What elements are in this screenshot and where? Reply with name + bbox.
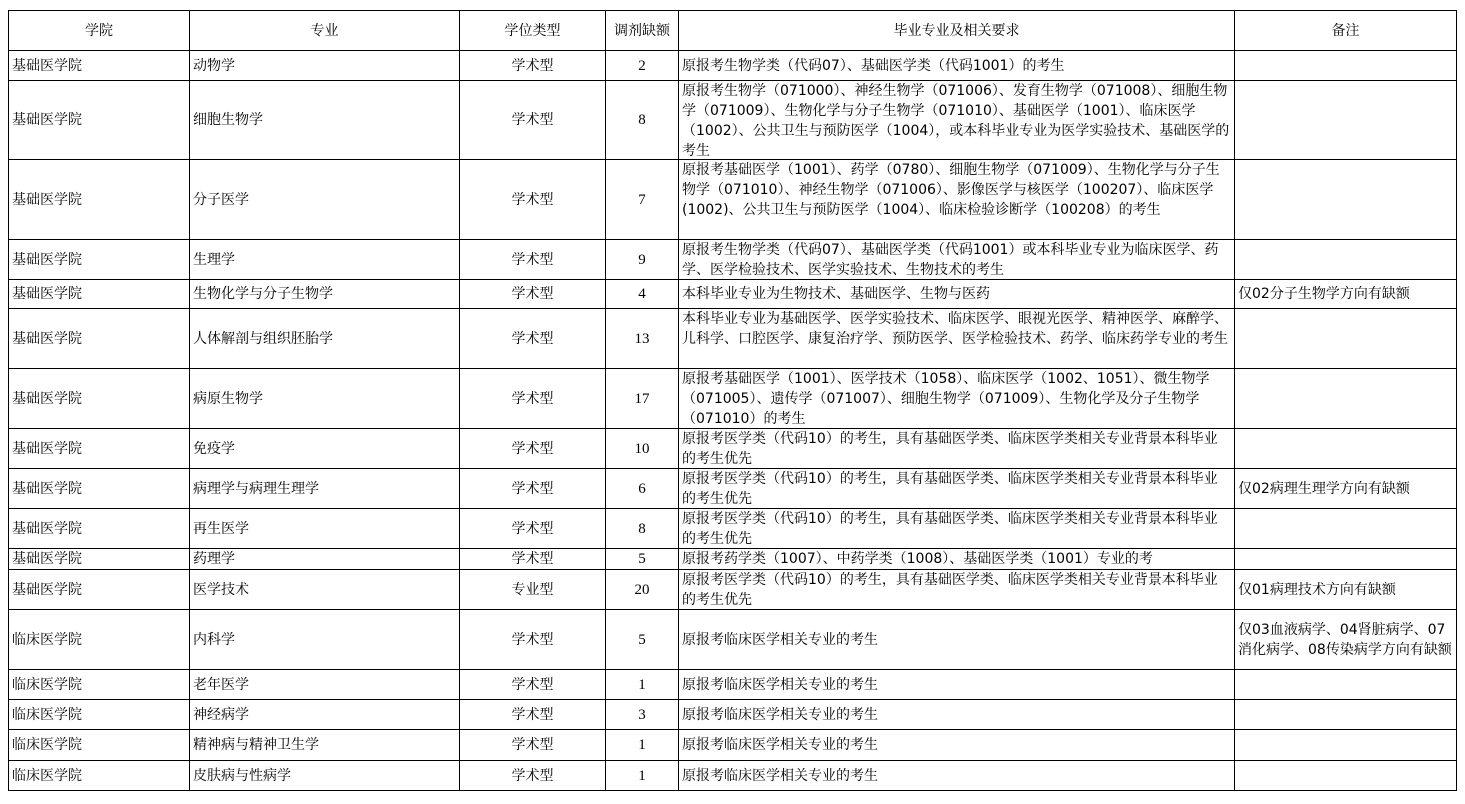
- degree-type-cell: 学术型: [460, 670, 606, 700]
- college-cell: 基础医学院: [9, 309, 190, 369]
- requirements-cell: [679, 369, 1235, 429]
- requirements-cell: [679, 549, 1235, 570]
- vacancy-cell: 2: [606, 51, 679, 81]
- requirements-text: 原报考临床医学相关专业的考生: [682, 737, 878, 753]
- requirements-text: 原报考医学类（代码10）的考生，具有基础医学类、临床医学类相关专业背景本科毕业的考生优先: [682, 471, 1218, 507]
- college-cell: 基础医学院: [9, 509, 190, 549]
- requirements-cell: [679, 51, 1235, 81]
- requirements-text: 本科毕业专业为基础医学、医学实验技术、临床医学、眼视光医学、精神医学、麻醉学、儿科学、口腔医学、康复治疗学、预防医学、医学检验技术、药学、临床药学专业的考生: [682, 311, 1228, 347]
- header-requirements: 毕业专业及相关要求: [679, 11, 1235, 51]
- table-row: [9, 469, 1457, 509]
- table-row: [9, 509, 1457, 549]
- vacancy-cell: 5: [606, 549, 679, 570]
- college-cell: 基础医学院: [9, 81, 190, 160]
- major-cell: 人体解剖与组织胚胎学: [190, 309, 460, 369]
- header-college: 学院: [9, 11, 190, 51]
- requirements-cell: [679, 469, 1235, 509]
- college-cell: 临床医学院: [9, 761, 190, 791]
- requirements-text: 原报考临床医学相关专业的考生: [682, 676, 878, 693]
- vacancy-cell: 5: [606, 610, 679, 670]
- table-row: [9, 549, 1457, 570]
- header-vacancy: 调剂缺额: [606, 11, 679, 51]
- table-row: [9, 429, 1457, 469]
- table-row: [9, 700, 1457, 730]
- vacancy-cell: 20: [606, 570, 679, 610]
- table-row: [9, 309, 1457, 369]
- vacancy-cell: 8: [606, 81, 679, 160]
- degree-type-cell: 学术型: [460, 549, 606, 570]
- degree-type-cell: 学术型: [460, 160, 606, 240]
- degree-type-cell: 学术型: [460, 240, 606, 280]
- requirements-text: 原报考基础医学（1001）、医学技术（1058）、临床医学（1002、1051）、微生物学（071005）、遗传学（071007）、细胞生物学（071009）、生物化学及分子生物学（071010）的考生: [682, 371, 1210, 427]
- requirements-cell: [679, 700, 1235, 730]
- major-cell: 老年医学: [190, 670, 460, 700]
- requirements-cell: [679, 81, 1235, 160]
- degree-type-cell: 学术型: [460, 730, 606, 761]
- degree-type-cell: 学术型: [460, 280, 606, 309]
- college-cell: 临床医学院: [9, 730, 190, 761]
- table-body: [9, 51, 1457, 791]
- requirements-text: 原报考生物学（071000）、神经生物学（071006）、发育生物学（071008）、细胞生物学（071009）、生物化学与分子生物学（071010）、基础医学（1001）、临床医学（1002）、公共卫生与预防医学（1004），或本科毕业专业为医学实验技术、基础医学的考生: [682, 83, 1230, 159]
- degree-type-cell: 学术型: [460, 761, 606, 791]
- notes-cell: [1235, 280, 1457, 309]
- requirements-cell: [679, 670, 1235, 700]
- major-cell: 内科学: [190, 610, 460, 670]
- degree-type-cell: 学术型: [460, 309, 606, 369]
- college-cell: 基础医学院: [9, 240, 190, 280]
- notes-cell: [1235, 610, 1457, 670]
- degree-type-cell: 学术型: [460, 469, 606, 509]
- table-row: [9, 160, 1457, 240]
- adjustment-vacancy-table: [8, 10, 1457, 791]
- major-cell: 神经病学: [190, 700, 460, 730]
- vacancy-cell: 7: [606, 160, 679, 240]
- major-cell: 医学技术: [190, 570, 460, 610]
- college-cell: 临床医学院: [9, 700, 190, 730]
- vacancy-cell: 6: [606, 469, 679, 509]
- requirements-text: 原报考医学类（代码10）的考生，具有基础医学类、临床医学类相关专业背景本科毕业的考生优先: [682, 431, 1218, 467]
- requirements-cell: [679, 610, 1235, 670]
- notes-cell: [1235, 160, 1457, 240]
- vacancy-cell: 4: [606, 280, 679, 309]
- admissions-table-wrapper: [8, 10, 1457, 791]
- degree-type-cell: 学术型: [460, 81, 606, 160]
- requirements-cell: [679, 429, 1235, 469]
- degree-type-cell: 学术型: [460, 700, 606, 730]
- header-row: [9, 11, 1457, 51]
- requirements-text: 原报考药学类（1007）、中药学类（1008）、基础医学类（1001）专业的考: [682, 551, 1153, 567]
- notes-cell: [1235, 700, 1457, 730]
- notes-cell: [1235, 369, 1457, 429]
- table-row: [9, 670, 1457, 700]
- major-cell: 免疫学: [190, 429, 460, 469]
- requirements-text: 本科毕业专业为生物技术、基础医学、生物与医药: [682, 286, 990, 302]
- vacancy-cell: 17: [606, 369, 679, 429]
- vacancy-cell: 13: [606, 309, 679, 369]
- table-row: [9, 51, 1457, 81]
- requirements-cell: [679, 730, 1235, 761]
- major-cell: 细胞生物学: [190, 81, 460, 160]
- major-cell: 生理学: [190, 240, 460, 280]
- notes-cell: [1235, 81, 1457, 160]
- requirements-text: 原报考生物学类（代码07）、基础医学类（代码1001）或本科毕业专业为临床医学、药学、医学检验技术、医学实验技术、生物技术的考生: [682, 242, 1219, 278]
- requirements-text: 原报考临床医学相关专业的考生: [682, 706, 878, 723]
- table-row: [9, 240, 1457, 280]
- notes-cell: [1235, 429, 1457, 469]
- vacancy-cell: 1: [606, 730, 679, 761]
- college-cell: 基础医学院: [9, 51, 190, 81]
- college-cell: 临床医学院: [9, 610, 190, 670]
- notes-cell: [1235, 240, 1457, 280]
- requirements-text: 原报考医学类（代码10）的考生，具有基础医学类、临床医学类相关专业背景本科毕业的考生优先: [682, 511, 1218, 547]
- header-degree-type: 学位类型: [460, 11, 606, 51]
- vacancy-cell: 8: [606, 509, 679, 549]
- major-cell: 病理学与病理生理学: [190, 469, 460, 509]
- header-major: 专业: [190, 11, 460, 51]
- college-cell: 基础医学院: [9, 469, 190, 509]
- requirements-text: 原报考临床医学相关专业的考生: [682, 631, 878, 648]
- degree-type-cell: 学术型: [460, 509, 606, 549]
- requirements-text: 原报考临床医学相关专业的考生: [682, 767, 878, 784]
- major-cell: 精神病与精神卫生学: [190, 730, 460, 761]
- requirements-cell: [679, 240, 1235, 280]
- requirements-cell: [679, 761, 1235, 791]
- vacancy-cell: 9: [606, 240, 679, 280]
- major-cell: 生物化学与分子生物学: [190, 280, 460, 309]
- notes-cell: [1235, 670, 1457, 700]
- requirements-text: 原报考基础医学（1001）、药学（0780）、细胞生物学（071009）、生物化学与分子生物学（071010）、神经生物学（071006）、影像医学与核医学（100207）、临床医学(1002)、公共卫生与预防医学（1004）、临床检验诊断学（100208）的考生: [682, 162, 1220, 218]
- notes-cell: [1235, 469, 1457, 509]
- major-cell: 分子医学: [190, 160, 460, 240]
- notes-cell: [1235, 761, 1457, 791]
- degree-type-cell: 学术型: [460, 610, 606, 670]
- college-cell: 临床医学院: [9, 670, 190, 700]
- requirements-cell: [679, 280, 1235, 309]
- requirements-cell: [679, 509, 1235, 549]
- notes-text: 仅02分子生物学方向有缺额: [1238, 286, 1410, 302]
- major-cell: 病原生物学: [190, 369, 460, 429]
- table-row: [9, 761, 1457, 791]
- college-cell: 基础医学院: [9, 160, 190, 240]
- table-row: [9, 730, 1457, 761]
- college-cell: 基础医学院: [9, 369, 190, 429]
- notes-text: 仅03血液病学、04肾脏病学、07消化病学、08传染病学方向有缺额: [1238, 621, 1452, 658]
- notes-cell: [1235, 730, 1457, 761]
- table-row: [9, 610, 1457, 670]
- requirements-cell: [679, 160, 1235, 240]
- table-row: [9, 570, 1457, 610]
- major-cell: 再生医学: [190, 509, 460, 549]
- vacancy-cell: 10: [606, 429, 679, 469]
- major-cell: 药理学: [190, 549, 460, 570]
- college-cell: 基础医学院: [9, 429, 190, 469]
- college-cell: 基础医学院: [9, 280, 190, 309]
- notes-cell: [1235, 509, 1457, 549]
- table-row: [9, 369, 1457, 429]
- requirements-text: 原报考生物学类（代码07）、基础医学类（代码1001）的考生: [682, 57, 1065, 74]
- vacancy-cell: 1: [606, 670, 679, 700]
- notes-text: 仅01病理技术方向有缺额: [1238, 581, 1396, 598]
- college-cell: 基础医学院: [9, 570, 190, 610]
- major-cell: 皮肤病与性病学: [190, 761, 460, 791]
- notes-text: 仅02病理生理学方向有缺额: [1238, 480, 1410, 497]
- degree-type-cell: 学术型: [460, 429, 606, 469]
- notes-cell: [1235, 570, 1457, 610]
- degree-type-cell: 专业型: [460, 570, 606, 610]
- notes-cell: [1235, 549, 1457, 570]
- header-notes: 备注: [1235, 11, 1457, 51]
- degree-type-cell: 学术型: [460, 369, 606, 429]
- notes-cell: [1235, 51, 1457, 81]
- requirements-text: 原报考医学类（代码10）的考生，具有基础医学类、临床医学类相关专业背景本科毕业的考生优先: [682, 572, 1218, 608]
- vacancy-cell: 3: [606, 700, 679, 730]
- college-cell: 基础医学院: [9, 549, 190, 570]
- requirements-cell: [679, 309, 1235, 369]
- requirements-cell: [679, 570, 1235, 610]
- vacancy-cell: 1: [606, 761, 679, 791]
- table-row: [9, 81, 1457, 160]
- degree-type-cell: 学术型: [460, 51, 606, 81]
- table-row: [9, 280, 1457, 309]
- major-cell: 动物学: [190, 51, 460, 81]
- notes-cell: [1235, 309, 1457, 369]
